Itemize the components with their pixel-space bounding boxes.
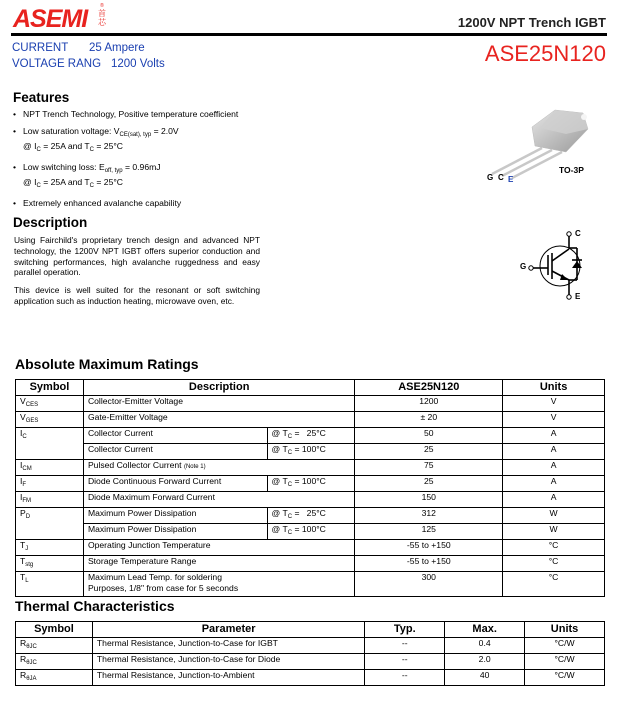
feature-text: Extremely enhanced avalanche capability bbox=[23, 198, 182, 208]
cell-description bbox=[83, 396, 354, 412]
condition-text: = 100°C bbox=[292, 444, 326, 454]
cell-units: °C/W bbox=[525, 654, 605, 670]
subscript: C bbox=[287, 482, 293, 488]
symbol-text: V bbox=[20, 396, 26, 406]
symbol-text: T bbox=[20, 572, 26, 582]
cell-parameter: Thermal Resistance, Junction-to-Case for Diode bbox=[92, 654, 364, 670]
registered-mark: ® bbox=[100, 3, 104, 9]
cell-units: °C/W bbox=[525, 638, 605, 654]
feature-text: = 2.0V bbox=[151, 126, 179, 136]
table-row bbox=[16, 444, 605, 460]
condition-text: @ T bbox=[271, 508, 288, 518]
terminal-label-c: C bbox=[575, 229, 581, 238]
symbol-text: I bbox=[20, 460, 23, 470]
table-row bbox=[16, 654, 605, 670]
feature-text: = 0.96mJ bbox=[122, 162, 161, 172]
cell-description bbox=[83, 444, 267, 460]
spec-label: CURRENT bbox=[12, 42, 69, 54]
table-row bbox=[16, 492, 605, 508]
subscript: C bbox=[36, 147, 41, 153]
subscript: CE(sat), typ bbox=[119, 132, 152, 138]
subscript: CM bbox=[22, 466, 32, 472]
table-row bbox=[16, 540, 605, 556]
condition-text: @ T bbox=[271, 428, 288, 438]
cell-description bbox=[83, 556, 354, 572]
cell-value: 150 bbox=[355, 492, 503, 508]
condition-text: = 25°C bbox=[292, 428, 326, 438]
feature-line bbox=[23, 177, 312, 192]
subscript: θJA bbox=[26, 676, 37, 682]
cell-condition bbox=[267, 428, 355, 444]
cell-description bbox=[83, 412, 354, 428]
symbol-text: I bbox=[20, 492, 23, 502]
feature-text: @ I bbox=[23, 177, 37, 187]
cell-value: -55 to +150 bbox=[355, 540, 503, 556]
description-text: Gate-Emitter Voltage bbox=[87, 412, 168, 422]
subscript: D bbox=[25, 514, 31, 520]
subscript: θJC bbox=[26, 660, 37, 666]
cell-value: 1200 bbox=[355, 396, 503, 412]
cell-parameter: Thermal Resistance, Junction-to-Ambient bbox=[92, 670, 364, 686]
cell-description bbox=[83, 492, 354, 508]
description-text: Collector-Emitter Voltage bbox=[87, 396, 183, 406]
header-symbol: Symbol bbox=[16, 622, 93, 638]
symbol-text: R bbox=[20, 670, 27, 680]
header-description: Description bbox=[83, 380, 354, 396]
condition-text: @ T bbox=[271, 476, 288, 486]
cell-symbol bbox=[16, 524, 84, 540]
spec-current bbox=[12, 42, 212, 56]
cell-symbol bbox=[16, 492, 84, 508]
cell-description bbox=[83, 572, 354, 597]
subscript: GES bbox=[25, 418, 39, 424]
cell-value: -55 to +150 bbox=[355, 556, 503, 572]
cell-units: A bbox=[503, 428, 605, 444]
description-text: Pulsed Collector Current bbox=[87, 460, 182, 470]
subscript: FM bbox=[22, 498, 32, 504]
cell-max: 40 bbox=[445, 670, 525, 686]
cell-condition bbox=[267, 524, 355, 540]
logo-cn-char-1: 首 bbox=[98, 9, 106, 18]
cell-condition bbox=[267, 444, 355, 460]
feature-line bbox=[23, 141, 312, 156]
condition-text: = 100°C bbox=[292, 476, 326, 486]
description-text: Storage Temperature Range bbox=[87, 556, 197, 566]
cell-units: A bbox=[503, 476, 605, 492]
subscript: C bbox=[287, 530, 293, 536]
features-list bbox=[12, 109, 312, 215]
product-subtitle: 1200V NPT Trench IGBT bbox=[457, 15, 606, 30]
table-row bbox=[16, 556, 605, 572]
subscript: C bbox=[89, 183, 95, 189]
terminal-label-g: G bbox=[520, 262, 527, 271]
thermal-heading: Thermal Characteristics bbox=[15, 598, 175, 614]
feature-line bbox=[23, 126, 312, 141]
cell-value: 25 bbox=[355, 444, 503, 460]
header-divider bbox=[11, 33, 607, 36]
note-ref: (Note 1) bbox=[183, 464, 206, 470]
symbol-text: P bbox=[20, 508, 26, 518]
cell-condition bbox=[267, 508, 355, 524]
cell-units: V bbox=[503, 412, 605, 428]
symbol-text: I bbox=[20, 476, 23, 486]
spec-value: 25 Ampere bbox=[89, 42, 145, 54]
cell-units: V bbox=[503, 396, 605, 412]
cell-symbol bbox=[16, 428, 84, 444]
cell-symbol bbox=[16, 476, 84, 492]
cell-symbol bbox=[16, 460, 84, 476]
cell-symbol bbox=[16, 444, 84, 460]
cell-symbol bbox=[16, 396, 84, 412]
pin-label-c: C bbox=[498, 173, 504, 182]
cell-description bbox=[83, 460, 354, 476]
cell-max: 0.4 bbox=[445, 638, 525, 654]
symbol-text: I bbox=[20, 428, 23, 438]
cell-value: ± 20 bbox=[355, 412, 503, 428]
header-units: Units bbox=[503, 380, 605, 396]
cell-description bbox=[83, 508, 267, 524]
subscript: J bbox=[25, 546, 29, 552]
cell-parameter: Thermal Resistance, Junction-to-Case for IGBT bbox=[92, 638, 364, 654]
subscript: C bbox=[22, 434, 27, 440]
cell-symbol bbox=[16, 670, 93, 686]
cell-symbol bbox=[16, 556, 84, 572]
feature-item bbox=[12, 162, 312, 192]
asemi-logo bbox=[13, 6, 105, 32]
subscript: C bbox=[287, 434, 293, 440]
cell-value: 125 bbox=[355, 524, 503, 540]
description-paragraph: This device is well suited for the resonant or soft switching application such as induction heating, microwave oven, etc. bbox=[14, 285, 260, 306]
subscript: C bbox=[36, 183, 41, 189]
feature-text: Low saturation voltage: V bbox=[23, 126, 120, 136]
cell-units: A bbox=[503, 492, 605, 508]
condition-text: @ T bbox=[271, 524, 288, 534]
description-text: Maximum Power Dissipation bbox=[87, 524, 197, 534]
description-text: Purposes, 1/8" from case for 5 seconds bbox=[87, 583, 239, 593]
table-row bbox=[16, 638, 605, 654]
feature-text: Low switching loss: E bbox=[23, 162, 105, 172]
logo-cn-char-2: 芯 bbox=[98, 18, 106, 27]
cell-max: 2.0 bbox=[445, 654, 525, 670]
spec-label: VOLTAGE RANG bbox=[12, 58, 102, 70]
cell-description bbox=[83, 428, 267, 444]
header-max: Max. bbox=[445, 622, 525, 638]
condition-text: @ T bbox=[271, 444, 288, 454]
part-number: ASE25N120 bbox=[484, 41, 606, 66]
header-parameter: Parameter bbox=[92, 622, 364, 638]
feature-item bbox=[12, 109, 312, 120]
cell-units: °C bbox=[503, 572, 605, 597]
symbol-text: R bbox=[20, 654, 27, 664]
cell-symbol bbox=[16, 508, 84, 524]
cell-units: A bbox=[503, 444, 605, 460]
table-row bbox=[16, 460, 605, 476]
cell-description bbox=[83, 540, 354, 556]
subscript: C bbox=[89, 147, 95, 153]
cell-symbol bbox=[16, 654, 93, 670]
feature-text: NPT Trench Technology, Positive temperature coefficient bbox=[23, 109, 239, 119]
table-row bbox=[16, 428, 605, 444]
cell-value: 300 bbox=[355, 572, 503, 597]
spec-value: 1200 Volts bbox=[111, 58, 165, 70]
subscript: L bbox=[25, 578, 29, 584]
cell-description bbox=[83, 524, 267, 540]
feature-item bbox=[12, 198, 312, 209]
feature-text: = 25°C bbox=[94, 177, 124, 187]
subscript: CES bbox=[25, 402, 39, 408]
table-row bbox=[16, 572, 605, 597]
cell-value: 75 bbox=[355, 460, 503, 476]
features-heading: Features bbox=[13, 90, 70, 105]
cell-condition bbox=[267, 476, 355, 492]
cell-symbol bbox=[16, 412, 84, 428]
table-header-row bbox=[16, 622, 605, 638]
feature-line bbox=[23, 162, 312, 177]
table-row bbox=[16, 476, 605, 492]
cell-typ: -- bbox=[365, 638, 445, 654]
symbol-text: R bbox=[20, 638, 27, 648]
cell-units: W bbox=[503, 508, 605, 524]
description-text: Collector Current bbox=[87, 444, 153, 454]
table-header-row bbox=[16, 380, 605, 396]
subscript: C bbox=[287, 514, 293, 520]
table-row bbox=[16, 670, 605, 686]
feature-text: = 25°C bbox=[94, 141, 124, 151]
cell-value: 312 bbox=[355, 508, 503, 524]
spec-voltage bbox=[12, 58, 212, 72]
cell-symbol bbox=[16, 638, 93, 654]
terminal-label-e: E bbox=[575, 292, 581, 301]
subscript: off, typ bbox=[104, 168, 123, 174]
abs-max-heading: Absolute Maximum Ratings bbox=[15, 356, 199, 372]
diode-triangle bbox=[572, 261, 582, 268]
emitter-arrow bbox=[560, 274, 568, 280]
description-paragraph: Using Fairchild's proprietary trench design and advanced NPT technology, the 1200V NPT IGBT offers superior conduction and switching performances, high avalanche ruggedness and easy parallel operation. bbox=[14, 235, 260, 278]
condition-text: = 100°C bbox=[292, 524, 326, 534]
cell-units: A bbox=[503, 460, 605, 476]
table-row bbox=[16, 524, 605, 540]
table-row bbox=[16, 508, 605, 524]
cell-symbol bbox=[16, 540, 84, 556]
abs-max-table bbox=[15, 379, 605, 597]
description-text: Maximum Lead Temp. for soldering bbox=[87, 572, 222, 582]
cell-typ: -- bbox=[365, 670, 445, 686]
cell-value: 50 bbox=[355, 428, 503, 444]
feature-text: = 25A and T bbox=[40, 177, 90, 187]
cell-units: °C bbox=[503, 556, 605, 572]
feature-text: @ I bbox=[23, 141, 37, 151]
header-typ: Typ. bbox=[365, 622, 445, 638]
cell-units: °C bbox=[503, 540, 605, 556]
description-text: Diode Continuous Forward Current bbox=[87, 476, 222, 486]
description-text: Collector Current bbox=[87, 428, 153, 438]
pin-label-g: G bbox=[487, 173, 494, 182]
logo-text: ASEMI bbox=[13, 5, 88, 33]
thermal-table bbox=[15, 621, 605, 686]
description-heading: Description bbox=[13, 215, 88, 230]
subscript: F bbox=[22, 482, 27, 488]
cell-description bbox=[83, 476, 267, 492]
cell-typ: -- bbox=[365, 654, 445, 670]
feature-text: = 25A and T bbox=[40, 141, 90, 151]
condition-text: = 25°C bbox=[292, 508, 326, 518]
description-text: Operating Junction Temperature bbox=[87, 540, 211, 550]
header-value: ASE25N120 bbox=[355, 380, 503, 396]
description-text: Diode Maximum Forward Current bbox=[87, 492, 215, 502]
header-units: Units bbox=[525, 622, 605, 638]
cell-units: W bbox=[503, 524, 605, 540]
symbol-text: V bbox=[20, 412, 26, 422]
logo-chinese-mark bbox=[97, 3, 107, 27]
description-text: Maximum Power Dissipation bbox=[87, 508, 197, 518]
symbol-text: T bbox=[20, 540, 26, 550]
symbol-text: T bbox=[20, 556, 26, 566]
cell-units: °C/W bbox=[525, 670, 605, 686]
header-symbol: Symbol bbox=[16, 380, 84, 396]
subscript: θJC bbox=[26, 644, 37, 650]
table-row bbox=[16, 396, 605, 412]
subscript: C bbox=[287, 450, 293, 456]
cell-symbol bbox=[16, 572, 84, 597]
description-body bbox=[14, 235, 260, 314]
package-name: TO-3P bbox=[559, 165, 584, 175]
subscript: stg bbox=[25, 562, 34, 568]
table-row bbox=[16, 412, 605, 428]
cell-value: 25 bbox=[355, 476, 503, 492]
pin-label-e: E bbox=[508, 175, 514, 184]
feature-item bbox=[12, 126, 312, 156]
